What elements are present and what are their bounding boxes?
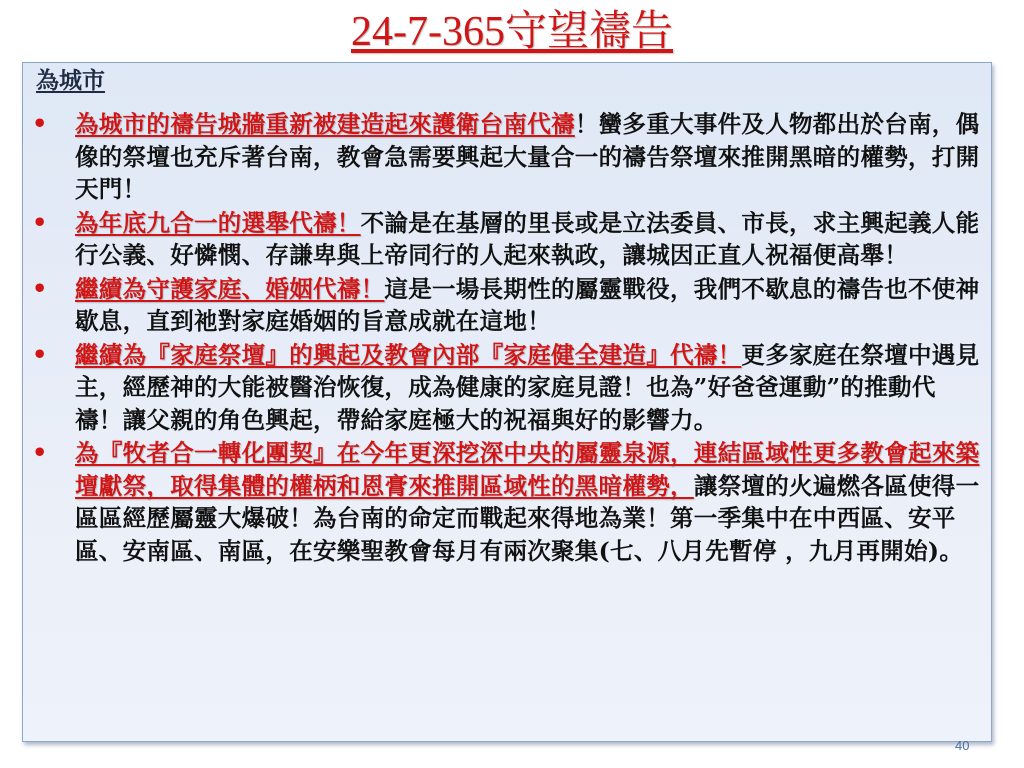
item-text: 讓祭壇的火遍燃各區使得一區區經歷屬靈大爆破！為台南的命定而戰起來得地為業！第一季集中在中西區、安平區、安南區、南區，在安樂聖教會每月有兩次聚集(七、八月先暫停 ，九月再開始)。 — [75, 471, 980, 565]
prayer-list — [30, 108, 980, 568]
item-text: 這是一場長期性的屬靈戰役，我們不歇息的禱告也不使神歇息，直到祂對家庭婚姻的旨意成就在這地！ — [75, 274, 980, 335]
list-item — [30, 437, 980, 567]
bullet-icon: • — [32, 273, 48, 303]
bullet-icon: • — [32, 339, 48, 369]
item-text: 更多家庭在祭壇中遇見主，經歷神的大能被醫治恢復，成為健康的家庭見證！也為”好爸爸運動”的推動代禱！讓父親的角色興起，帶給家庭極大的祝福與好的影響力。 — [75, 340, 980, 434]
slide-title: 24-7-365守望禱告 — [351, 9, 673, 55]
item-highlight: 為年底九合一的選舉代禱！ — [75, 208, 361, 237]
list-item — [30, 207, 980, 272]
item-highlight: 繼續為『家庭祭壇』的興起及教會內部『家庭健全建造』代禱！ — [75, 340, 742, 369]
list-item — [30, 273, 980, 338]
item-highlight: 繼續為守護家庭、婚姻代禱！ — [75, 274, 385, 303]
list-item — [30, 339, 980, 437]
bullet-icon: • — [32, 438, 48, 467]
item-highlight: 為城市的禱告城牆重新被建造起來護衛台南代禱 — [75, 110, 575, 138]
item-highlight: 為『牧者合一轉化團契』在今年更深挖深中央的屬靈泉源，連結區域性更多教會起來築壇獻祭，取得集體的權柄和恩膏來推開區域性的黑暗權勢， — [75, 439, 980, 500]
item-text: ！蠻多重大事件及人物都出於台南，偶像的祭壇也充斥著台南，教會急需要興起大量合一的禱告祭壇來推開黑暗的權勢，打開天門！ — [75, 110, 980, 203]
list-item — [30, 108, 980, 206]
bullet-icon: • — [32, 207, 48, 237]
section-heading: 為城市 — [36, 67, 105, 94]
bullet-icon: • — [32, 109, 48, 138]
page-number: 40 — [955, 738, 970, 753]
item-text: 不論是在基層的里長或是立法委員、市長，求主興起義人能行公義、好憐憫、存謙卑與上帝同行的人起來執政，讓城因正直人祝福便高舉！ — [75, 208, 980, 269]
